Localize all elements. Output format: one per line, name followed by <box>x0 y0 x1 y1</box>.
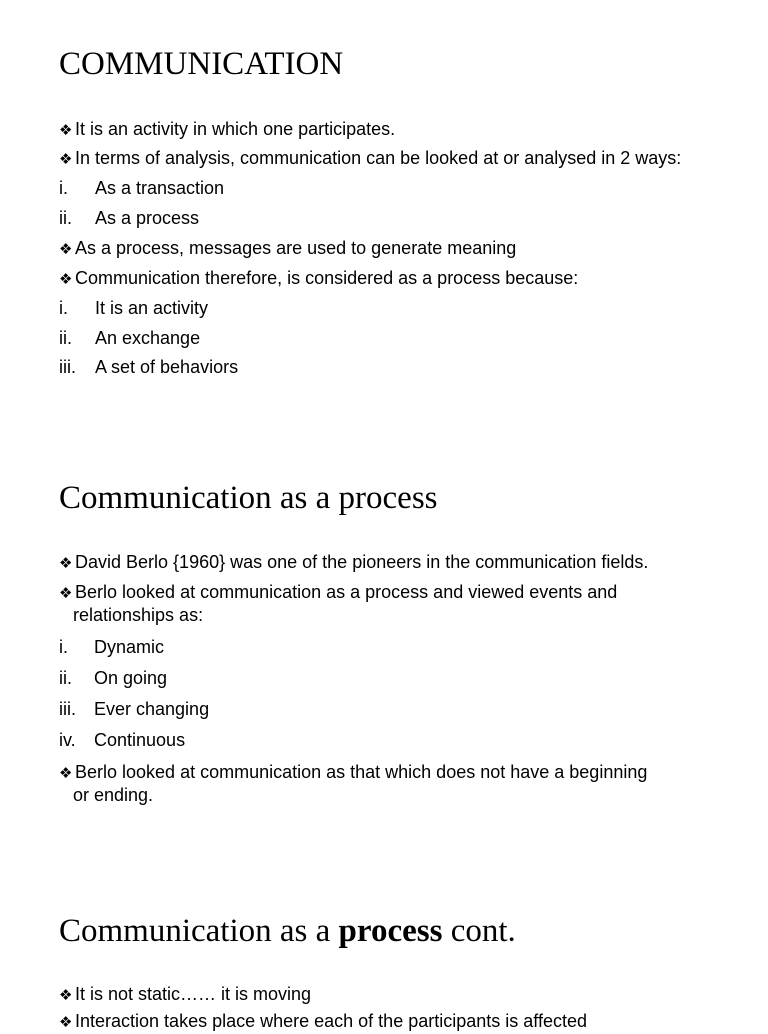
diamond-bullet-icon: ❖ <box>59 270 73 288</box>
slide2-list-item-1: Dynamic <box>94 637 165 657</box>
slide1-list1-num-1: i. <box>59 178 68 198</box>
slide2-bullet-2-continuation: relationships as: <box>73 605 204 625</box>
slide2-list-num-4: iv. <box>59 730 76 750</box>
slide2-list-num-3: iii. <box>59 699 76 719</box>
slide1-list2-num-2: ii. <box>59 328 72 348</box>
slide1-list1-num-2: ii. <box>59 208 72 228</box>
slide1-list1-item-2: As a process <box>95 208 200 228</box>
diamond-bullet-icon: ❖ <box>59 121 73 139</box>
slide1-list2-num-3: iii. <box>59 357 76 377</box>
slide1-bullet-2: ❖ In terms of analysis, communication can be looked at or analysed in 2 ways: <box>59 147 681 171</box>
diamond-bullet-icon: ❖ <box>59 240 73 258</box>
slide2-list-item-3: Ever changing <box>94 699 210 719</box>
slide3-bullet-1: ❖ It is not static…… it is moving <box>59 983 311 1007</box>
slide2-bullet-2: ❖ Berlo looked at communication as a process and viewed events and <box>59 581 617 605</box>
slide1-bullet-3: ❖ As a process, messages are used to generate meaning <box>59 237 516 261</box>
slide2-bullet-1: ❖ David Berlo {1960} was one of the pioneers in the communication fields. <box>59 551 648 575</box>
diamond-bullet-icon: ❖ <box>59 764 73 782</box>
slide1-list1-item-1: As a transaction <box>95 178 225 198</box>
slide2-bullet-3-continuation: or ending. <box>73 785 154 805</box>
slide2-title: Communication as a process <box>59 480 438 516</box>
slide1-list2-item-3: A set of behaviors <box>95 357 239 377</box>
slide2-list-num-1: i. <box>59 637 68 657</box>
diamond-bullet-icon: ❖ <box>59 554 73 572</box>
slide2-list-item-4: Continuous <box>94 730 186 750</box>
diamond-bullet-icon: ❖ <box>59 986 73 1004</box>
diamond-bullet-icon: ❖ <box>59 150 73 168</box>
slide3-title: Communication as a process cont. <box>59 913 516 949</box>
slide1-list2-num-1: i. <box>59 298 68 318</box>
slide1-list2-item-1: It is an activity <box>95 298 209 318</box>
diamond-bullet-icon: ❖ <box>59 1013 73 1031</box>
slide1-bullet-1: ❖ It is an activity in which one participates. <box>59 118 395 142</box>
slide2-list-item-2: On going <box>94 668 168 688</box>
slide1-bullet-4: ❖ Communication therefore, is considered as a process because: <box>59 267 578 291</box>
slide1-list2-item-2: An exchange <box>95 328 201 348</box>
slide3-bullet-2: ❖ Interaction takes place where each of the participants is affected <box>59 1010 587 1034</box>
slide2-list-num-2: ii. <box>59 668 72 688</box>
slide1-title: COMMUNICATION <box>59 46 344 82</box>
slide2-bullet-3: ❖ Berlo looked at communication as that which does not have a beginning <box>59 761 647 785</box>
slide3-title-bold-word: process <box>338 913 443 949</box>
diamond-bullet-icon: ❖ <box>59 584 73 602</box>
